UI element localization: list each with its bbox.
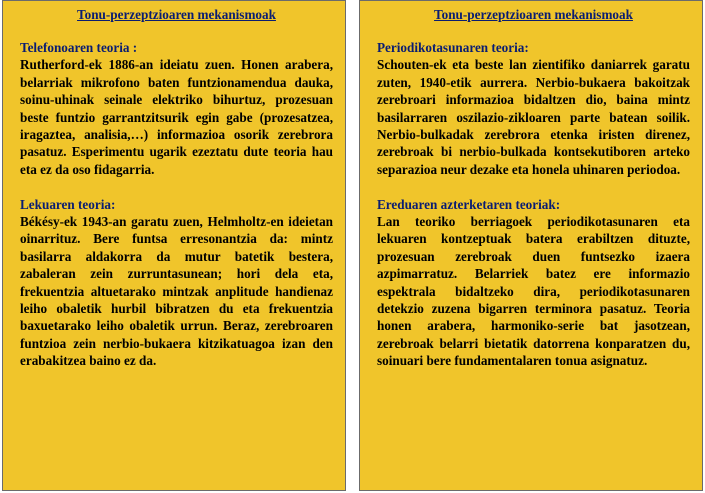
place-theory-section bbox=[20, 196, 333, 370]
place-theory-heading: Lekuaren teoria: bbox=[20, 196, 116, 212]
telephone-theory-section bbox=[20, 39, 333, 178]
periodicity-theory-body: Schouten-ek eta beste lan zientifiko daniarrek garatu zuten, 1940-etik aurrera. Nerbio-bukaera bakoitzak zerebroari informazioa bidaltzen dio, baina mintz basilarraren oszilazio-zikloaren parte batean soilik. Nerbio-bulkadak zerebrora etenka iristen direnez, zerebroak bi nerbio-bulkada kontsekutiboren arteko separazioa neur dezake eta honela uhinaren periodoa. bbox=[377, 57, 690, 177]
pattern-analysis-theory-body: Lan teoriko berriagoek periodikotasunaren eta lekuaren kontzeptuak batera erabiltzen dituzte, prozesuan zerebroak duen funtsezko izaera azpimarratuz. Belarriek batez ere informazio espektrala bidaltzeko dira, periodikotasunaren detekzio zuzena bigarren terminora pasatuz. Teoria honen arabera, harmoniko-serie bat jasotzean, zerebroak belarri bietatik datorrena konparatzen du, soinuari bere fundamentalaren tonua asignatuz. bbox=[377, 214, 690, 369]
right-panel bbox=[359, 0, 703, 491]
periodicity-theory-section bbox=[377, 39, 690, 178]
pattern-analysis-theory-section bbox=[377, 196, 690, 370]
left-panel-title: Tonu-perzeptzioaren mekanismoak bbox=[77, 7, 276, 22]
pattern-analysis-theory-heading: Ereduaren azterketaren teoriak: bbox=[377, 196, 561, 212]
telephone-theory-body: Rutherford-ek 1886-an ideiatu zuen. Honen arabera, belarriak mikrofono baten funtzionamendua dauka, soinu-uhinak seinale elektriko bihurtuz, prozesuan beste funtzio garrantzitsurik egin gabe (prozesatzea, iragaztea, analisia,…) informazioa osorik zerebrora pasatuz. Esperimentu ugarik ezeztatu dute teoria hau eta ez da oso fidagarria. bbox=[20, 57, 333, 177]
telephone-theory-heading: Telefonoaren teoria : bbox=[20, 40, 138, 55]
place-theory-body: Békésy-ek 1943-an garatu zuen, Helmholtz-en ideietan oinarrituz. Bere funtsa erresonantzia da: mintz basilarra aldakorra da mutur batetik bestera, zabaleran zein zurruntasunean; hori dela eta, frekuentzia altuetarako mintzak anplitude handienaz leiho obaletik hurbil bibratzen du eta frekuentzia baxuetarako leiho obaletik urrun. Beraz, zerebroaren funtzioa zein nerbio-bukaera kitzikatuagoa izan den erabakitzea baino ez da. bbox=[20, 214, 333, 369]
right-panel-title: Tonu-perzeptzioaren mekanismoak bbox=[434, 7, 633, 22]
left-panel bbox=[2, 0, 346, 491]
periodicity-theory-heading: Periodikotasunaren teoria: bbox=[377, 40, 529, 55]
